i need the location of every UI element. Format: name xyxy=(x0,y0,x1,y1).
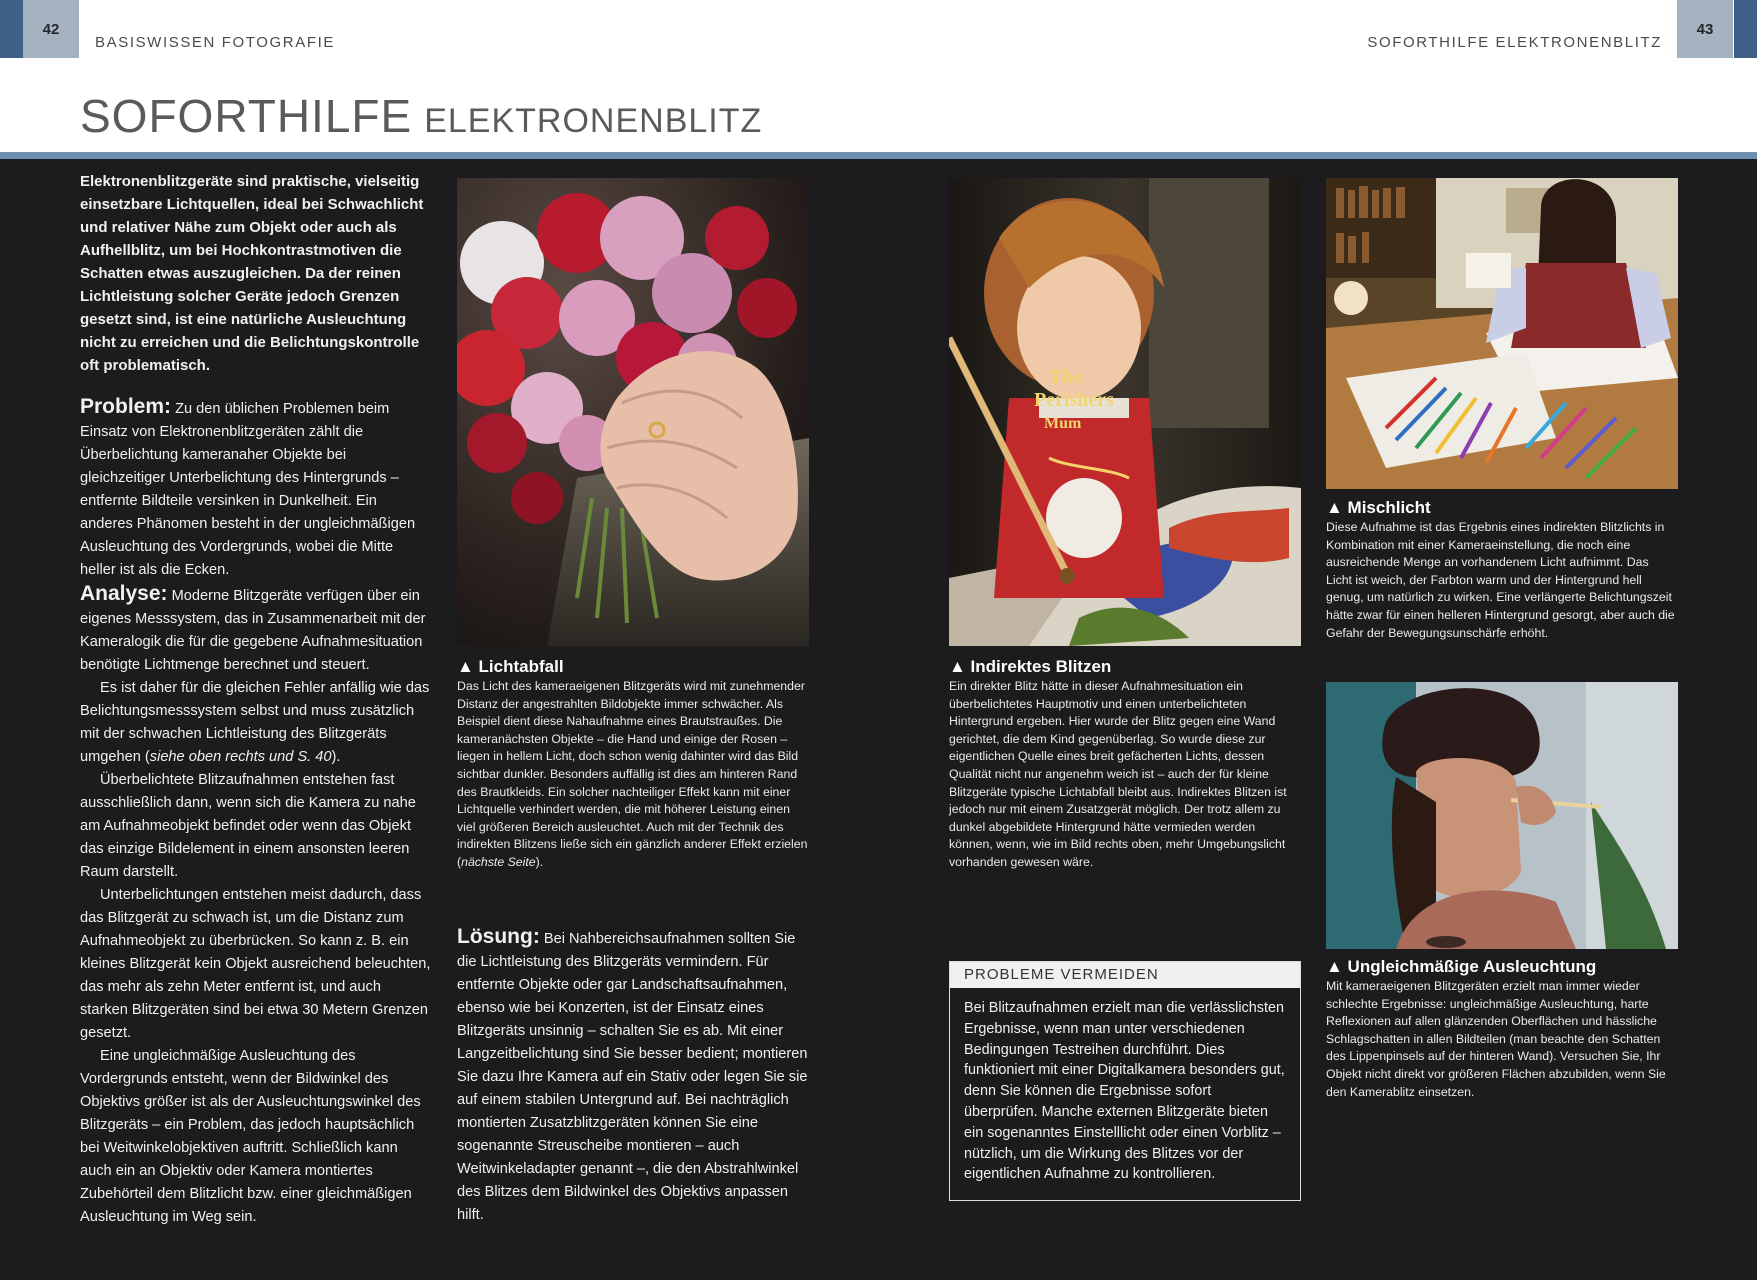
caption-ungleich-text: Mit kameraeigenen Blitzgeräten erzielt man immer wieder schlechte Ergebnisse: ungleichmäßige Ausleuchtung, harte Reflexionen auf allen glänzenden Oberflächen und hässliche Schlagschatten in allen Bildteilen (man beachte den Schatten des Lippenpinsels auf der hinteren Wand). Versuchen Sie, Ihr Objekt nicht direkt vor größeren Flächen abzubilden, wenn Sie den Kamerablitz einsetzen. xyxy=(1326,979,1666,1099)
caption-mischlicht xyxy=(1326,497,1678,642)
title-sub: ELEKTRONENBLITZ xyxy=(424,102,763,140)
header-rule xyxy=(0,152,1757,159)
page-header xyxy=(0,0,1757,152)
problem-paragraph xyxy=(80,395,431,582)
page-number-left: 42 xyxy=(23,0,79,58)
body-paragraph-2: Überbelichtete Blitzaufnahmen entstehen fast ausschließlich dann, wenn sich die Kamera zu nahe am Aufnahmeobjekt befindet oder wenn das Objekt das einzige Bildelement in einem ansonsten leeren Raum darstellt. xyxy=(80,772,416,880)
running-head-left: BASISWISSEN FOTOGRAFIE xyxy=(95,34,335,51)
right-edge-tab xyxy=(1734,0,1757,58)
tip-box-title: PROBLEME VERMEIDEN xyxy=(950,962,1300,988)
caption-mischlicht-title: ▲ Mischlicht xyxy=(1326,498,1431,517)
body-paragraph-4: Eine ungleichmäßige Ausleuchtung des Vordergrunds entsteht, wenn der Bildwinkel des Objektivs größer ist als der Ausleuchtungswinkel des Blitzgeräts – ein Problem, das jedoch hauptsächlich bei Weitwinkelobjektiven auftritt. Schließlich kann auch ein an Objektiv oder Kamera montiertes Zubehörteil dem Blitzlicht bzw. einer gleichmäßigen Ausleuchtung im Weg sein. xyxy=(80,1048,421,1225)
caption-indirekt xyxy=(949,656,1301,872)
caption-lichtabfall-title: ▲ Lichtabfall xyxy=(457,657,564,676)
problem-heading: Problem: xyxy=(80,395,172,418)
solution-column xyxy=(457,925,811,1227)
apron-text-3: Mum xyxy=(1044,415,1082,432)
caption-indirekt-text: Ein direkter Blitz hätte in dieser Aufnahmesituation ein überbelichtetes Hauptmotiv und einen unterbelichteten Hintergrund ergeben. Hier wurde der Blitz gegen eine Wand gerichtet, die dem Kind gegenüberlag. So wurde diese zur eigentlichen Quelle eines breit gefächerten Lichts, dessen Qualität nicht nur angenehm weich ist – auch der für kleine Blitzgeräte typische Lichtabfall bleibt aus. Indirektes Blitzen ist jedoch nur mit einem Zusatzgerät möglich. Der trotz allem zu dunkel abgebildete Hintergrund hätte vermieden werden können, wenn, wie im Bild rechts oben, mehr Umgebungslicht vorhanden gewesen wäre. xyxy=(949,679,1287,869)
problem-text: Zu den üblichen Problemen beim Einsatz von Elektronenblitzgeräten zählt die Überbelichtung kameranaher Objekte bei gleichzeitiger Unterbelichtung des Hintergrunds – entfernte Bildteile versinken in Dunkelheit. Ein anderes Phänomen besteht in der ungleichmäßigen Ausleuchtung des Vordergrunds, wobei die Mitte heller ist als die Ecken. xyxy=(80,401,416,578)
analyse-text: Moderne Blitzgeräte verfügen über ein eigenes Messsystem, das in Zusammenarbeit mit der Kameralogik die für die gegebene Aufnahmesituation benötigte Lichtmenge berechnet und steuert. xyxy=(80,588,426,673)
caption-ungleich xyxy=(1326,956,1678,1101)
para1-close: ). xyxy=(331,749,341,765)
intro-paragraph: Elektronenblitzgeräte sind praktische, vielseitig einsetzbare Lichtquellen, ideal bei Schwachlicht und relativer Nähe zum Objekt oder auch als Aufhellblitz, um bei Hochkontrastmotiven die Schatten etwas auszugleichen. Da der reinen Lichtleistung solcher Geräte jedoch Grenzen gesetzt sind, ist eine natürliche Ausleuchtung nicht zu erreichen und die Belichtungskontrolle oft problematisch. xyxy=(80,173,424,374)
caption-lichtabfall-reference: nächste Seite xyxy=(461,854,536,869)
caption-lichtabfall-close: ). xyxy=(535,854,544,869)
body-paragraph-3: Unterbelichtungen entstehen meist dadurch, dass das Blitzgerät zu schwach ist, um die Distanz zum Aufnahmeobjekt zu überbrücken. So kann z. B. ein kleines Blitzgerät kein Objekt ausreichend beleuchten, das mehr als zehn Meter entfernt ist, und auch starken Blitzgeräten sind bei etwa 30 Metern Grenzen gesetzt. xyxy=(80,887,431,1041)
child-painting-photo xyxy=(949,178,1301,646)
left-edge-tab xyxy=(0,0,23,58)
woman-lip-brush-photo xyxy=(1326,682,1678,949)
caption-ungleich-title: ▲ Ungleichmäßige Ausleuchtung xyxy=(1326,957,1597,976)
caption-mischlicht-text: Diese Aufnahme ist das Ergebnis eines indirekten Blitzlichts in Kombination mit einer Kameraeinstellung, die noch eine ausreichende Menge an vorhandenem Licht aufnimmt. Das Licht ist weich, der Farbton warm und der Hintergrund hell genug, um natürlich zu wirken. Eine verlängerte Belichtungszeit hätte zwar für einen helleren Hintergrund gesorgt, aber auch die Gefahr der Bewegungsunschärfe erhöht. xyxy=(1326,520,1675,640)
bridal-bouquet-photo xyxy=(457,178,809,646)
solution-paragraph xyxy=(457,925,811,1227)
analyse-heading: Analyse: xyxy=(80,582,168,605)
caption-indirekt-title: ▲ Indirektes Blitzen xyxy=(949,657,1112,676)
page-number-right: 43 xyxy=(1677,0,1733,58)
para1-text: Es ist daher für die gleichen Fehler anfällig wie das Belichtungsmesssystem selbst und muss zusätzlich mit der schwachen Lichtleistung des Blitzgeräts umgehen ( xyxy=(80,680,430,765)
apron-text-1: The xyxy=(1049,366,1083,388)
body-paragraph-1 xyxy=(80,677,431,769)
main-text-column xyxy=(80,170,431,1229)
para1-reference: siehe oben rechts und S. 40 xyxy=(149,749,332,765)
page-title xyxy=(80,88,762,156)
solution-heading: Lösung: xyxy=(457,925,540,948)
tip-box xyxy=(949,961,1301,1201)
title-main: SOFORTHILFE xyxy=(80,90,413,142)
running-head-right: SOFORTHILFE ELEKTRONENBLITZ xyxy=(1367,34,1662,51)
caption-lichtabfall xyxy=(457,656,809,872)
tip-box-text: Bei Blitzaufnahmen erzielt man die verlässlichsten Ergebnisse, wenn man unter verschiedenen Bedingungen Testreihen durchführt. Dies funktioniert mit einer Digitalkamera besonders gut, denn Sie können die Ergebnisse sofort überprüfen. Manche externen Blitzgeräte bieten ein sogenanntes Einstelllicht oder einen Vorblitz – nützlich, um die Wirkung des Blitzes vor der eigentlichen Aufnahme zu kontrollieren. xyxy=(964,1000,1285,1183)
solution-text: Bei Nahbereichsaufnahmen sollten Sie die Lichtleistung des Blitzgeräts vermindern. Für entfernte Objekte oder gar Landschaftsaufnahmen, ebenso wie bei Konzerten, ist der Einsatz eines Blitzgeräts unsinnig – schalten Sie es ab. Mit einer Langzeitbelichtung sind Sie besser bedient; montieren Sie dazu Ihre Kamera auf ein Stativ oder legen Sie sie auf einem stabilen Untergrund auf. Bei nachträglich montierten Zusatzblitzgeräten können Sie eine sogenannte Streuscheibe montieren – auch Weitwinkeladapter genannt –, die den Abstrahlwinkel des Blitzes dem Bildwinkel des Objektivs anpassen hilft. xyxy=(457,931,808,1223)
analyse-paragraph xyxy=(80,582,431,677)
girl-drawing-photo xyxy=(1326,178,1678,489)
caption-lichtabfall-text: Das Licht des kameraeigenen Blitzgeräts wird mit zunehmender Distanz der angestrahlten Bildobjekte immer schwächer. Als Beispiel dient diese Nahaufnahme eines Brautstraußes. Die kameranächsten Objekte – die Hand und einige der Rosen – liegen in hellem Licht, doch schon wenig dahinter wird das Bild sichtbar dunkler. Besonders auffällig ist dies am hinteren Rand des Brautkleids. Ein solcher nachteiliger Effekt kann mit einer Lichtquelle verhindert werden, die mit höherer Leistung einen viel größeren Bereich ausleuchtet. Auch mit der Technik des indirekten Blitzens ließe sich ein gänzlich anderer Effekt erzielen ( xyxy=(457,679,808,869)
apron-text-2: Perishers xyxy=(1034,389,1114,411)
